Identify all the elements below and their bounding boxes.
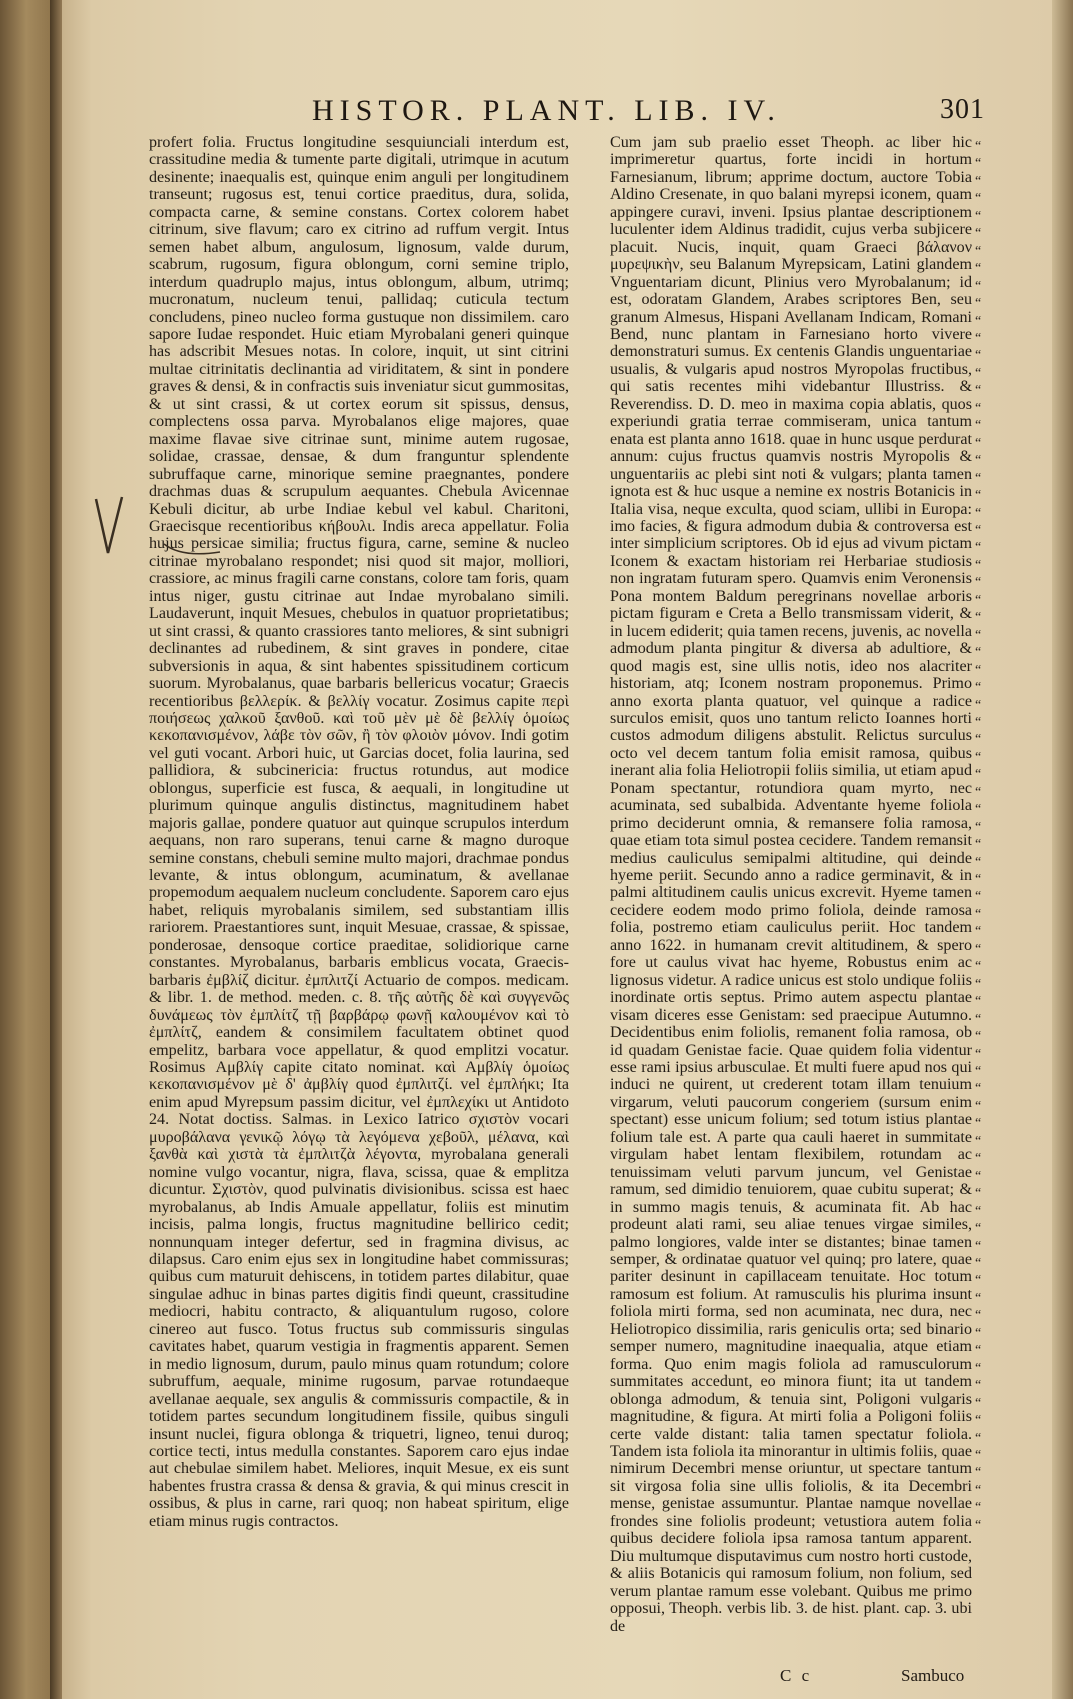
handwritten-stroke-icon [162,540,222,560]
page [62,0,1052,1699]
right-column-text: Cum jam sub praelio esset Theoph. ac liber hic imprimeretur quartus, forte incidi in hortum Farnesianum, librum; apprime doctum, auctore Tobia Aldino Cresenate, in quo balani myrepsi iconem, quam appingere curavi, inveni. Ipsius plantae descriptionem luculenter idem Aldinus tradidit, cujus verba subjicere placuit. Nucis, inquit, quam Graeci βάλανον μυρεψικὴν, seu Balanum Myrepsicam, Latini glandem Vnguentariam dicunt, Plinius vero Myrobalanum; id est, odoratam Glandem, Arabes scriptores Ben, seu granum Almesus, Hispani Avellanam Indicam, Romani Bend, nunc plantam in Farnesiano horto vivere demonstraturi sumus. Ex centenis Glandis unguentariae usualis, & vulgaris apud nostros Myropolas fructibus, qui satis recentes mihi videbantur Illustriss. & Reverendiss. D. D. meo in maxima copia ablatis, quos experiundi gratia terrae commiseram, unica tantum enata est planta anno 1618. quae in hunc usque perdurat annum: cujus fructus quamvis nostris Myropolis & unguentariis ac plebi sint noti & vulgars; planta tamen ignota est & huc usque a nemine ex nostris Botanicis in Italia visa, neque exculta, quod sciam, ullibi in Europa: imo facies, & figura admodum dubia & controversa est inter simplicium scriptores. Ob id ejus ad vivum pictam Iconem & exactam historiam rei Herbariae studiosis non ingratam futuram spero. Quamvis enim Veronensis Pona montem Baldum peregrinans novellae arboris pictam figuram e Creta a Bello transmissam viderit, & in lucem ediderit; quia tamen recens, juvenis, ac novella admodum planta pingitur & diversa ab adultiore, & quod magis est, sine ullis notis, ideo nos alacriter historiam, atq; Iconem nostram proponemus. Primo anno exorta planta quatuor, vel quinque a radice surculos emisit, quos uno tantum relicto Ioannes horti custos admodum diligens abstulit. Relictus surculus octo vel decem tantum folia emisit ramosa, quibus inerant alia folia Heliotropii foliis similia, ut etiam apud Ponam spectantur, rotundiora quam myrto, nec acuminata, sed subalbida. Adventante hyeme foliola primo deciderunt omnia, & remansere folia ramosa, quae etiam tota simul postea cecidere. Tandem remansit medius cauliculus semipalmi altitudine, qui deinde hyeme periit. Secundo anno a radice germinavit, & in palmi altitudinem caulis unicus excrevit. Hyeme tamen cecidere eodem modo primo foliola, deinde ramosa folia, postremo etiam cauliculus periit. Hoc tandem anno 1622. in humanam crevit altitudinem, & spero fore ut caulus vivat hac hyeme, Robustus enim ac lignosus videtur. A radice unicus est stolo undique foliis inordinate ortis septus. Primo autem aspectu plantae visam diceres esse Genistam: sed praecipue Autumno. Decidentibus enim foliolis, remanent folia ramosa, ob id quadam Genistae facie. Quae quidem folia videntur esse rami ipsius arbusculae. Et multi fuere apud nos qui induci ne quirent, ut crederent totam illam tenuium virgarum, veluti paucorum congeriem (sursum enim spectant) esse unicum folium; sed totum istius plantae folium tale est. A parte qua cauli haeret in summitate virgulam habet lentam flexibilem, rotundam ac tenuissimam veluti parvum juncum, vel Genistae ramum, sed dimidio tenuiorem, quae cubitu superat; & in summo magis tenuis, & acuminata fit. Ab hac prodeunt alati rami, seu aliae tenues virgae similes, palmo longiores, valde inter se distantes; binae tamen semper, & ordinatae quatuor vel quinq; pro latere, quae pariter desinunt in capillaceam tenuitate. Hoc totum ramosum est folium. At ramusculis his plurima insunt foliola mirti forma, sed non acuminata, nec dura, nec Heliotropico dissimilia, raris geniculis orta; sed binario semper numero, magnitudine inaequalia, atque etiam forma. Quo enim magis foliola ad ramusculorum summitates accedunt, eo minora fiunt; ita ut tandem oblonga admodum, & tenuia sint, Poligoni vulgaris magnitudine, & figura. At mirti folia a Poligoni foliis certe valde distant: talia tamen spectatur foliola. Tandem ista foliola ita minorantur in ultimis foliis, quae nimirum Decembri mense oriuntur, ut spectare tantum sit virgosa folia sine ullis foliolis, & ita Decembri mense, genistae assumuntur. Plantae namque novellae frondes sine foliolis prodeunt; vetustiora autem folia quibus decidere foliola ipsa ramosa tantum apparent. Diu multumque disputavimus cum nostro horti custode, & aliis Botanicis qui ramosum folium, non folium, sed verum plantae ramum esse volebant. Quibus me primo opposui, Theoph. verbis lib. 3. de hist. plant. cap. 3. ubi de [610,134,972,1635]
page-number: 301 [940,94,985,125]
quotation-marks-margin: “ “ “ “ “ “ “ “ “ “ “ “ “ “ “ “ “ “ “ “ “ “ “ “ “ “ “ “ “ “ “ “ “ “ “ “ “ “ “ “ “ “ “ “ “ “ “ “ “ “ “ “ “ “ “ “ “ “ “ “ “ “ “ “ “ “ “ “ “ “ “ “ “ “ “ “ “ “ “ “ [975,139,982,1533]
handwritten-v-mark-icon [92,493,126,563]
left-column [149,134,569,1664]
catchword: Sambuco [901,1666,965,1685]
running-title: HISTOR. PLANT. LIB. IV. [312,94,781,127]
running-header [62,94,1052,134]
right-column [610,134,972,1664]
signature-mark: C c [780,1666,813,1685]
left-column-text: profert folia. Fructus longitudine sesquiunciali interdum est, crassitudine media & tumente parte digitali, utrimque in acutum desinente; inaequalis est, quinque enim anguli per longitudinem transeunt; rugosus est, tenui cortice praeditus, dura, solida, compacta carne, & semine constans. Cortex colorem habet citrinum, sive flavum; caro ex citrino ad ruffum vergit. Intus semen habet album, angulosum, lignosum, valde durum, scabrum, rugosum, figura oblongum, corni semine triplo, interdum quadruplo majus, intus oblongum, album, utrimq; mucronatum, nucleum tenui, pallidaq; cuticula tectum concludens, pineo nucleo forma gustuque non dissimilem. caro sapore Iudae respondet. Huic etiam Myrobalani generi quinque has adscribit Mesues notas. In colore, inquit, ut sint citrini multae citrinitatis declinantia ad viriditatem, & sint in pondere graves & densi, & in confractis suis inveniatur sicut gummositas, & ut sint crassi, & ut cortex eorum sit spissus, densus, complectens ossa parva. Myrobalanos elige majores, quae maxime flavae sive citrinae sunt, minime autem rugosae, solidae, crassae, densae, & dum franguntur splendente subruffaque carne, minorique semine praegnantes, pondere drachmas duas & scrupulum aequantes. Chebula Avicennae Kebuli dicitur, ab urbe Indiae kebul vel kabul. Charitoni, Graecisque recentioribus κήβουλι. Indis areca appellatur. Folia hujus persicae similia; fructus figura, carne, semine & nucleo citrinae myrobalano respondet; nisi quod sit major, molliori, crassiore, ac minus fragili carne constans, colore tam foris, quam intus niger, gustu citrinae aut Indae myrobalano simili. Laudaverunt, inquit Mesues, chebulos in quatuor proprietatibus; ut sint crassi, & quanto crassiores tanto meliores, & sint subnigri declinantes ad rubedinem, & sint graves in pondere, citae subversionis in aqua, & sint habentes spissitudinem corticum suorum. Myrobalanus, quae barbaris bellericus vocatur; Graecis recentioribus βελλερίκ. & βελλίγ vocatur. Zosimus capite περὶ ποιήσεως χαλκοῦ ξανθοῦ. καὶ τοῦ μὲν μὲ δὲ βελλίγ ὁμοίως κεκοπανισμένον, λάβε τὸν σῶν, ἢ τὸν φλοιὸν μόνον. Indi gotim vel guti vocant. Arbori huic, ut Garcias docet, folia laurina, sed pallidiora, & subcinericia: fructus rotundus, aut modice oblongus, superficie est fusca, & aequali, in longitudine ut plurimum quinque angulis distinctus, magnitudinem habet majoris gallae, pondere quatuor aut quinque scrupulos interdum aequans, non raro superans, tenui carne & magno duroque semine constans, chebuli semine multo majori, drachmae pondus levante, & intus oblongum, acuminatum, & avellanae propemodum aequalem nucleum concludente. Saporem caro ejus habet, reliquis myrobalanis similem, sed substantiam illis rariorem. Praestantiores sunt, inquit Mesuae, crassae, & spissae, ponderosae, densoque cortice praeditae, solidiorique carne constantes. Myrobalanus, barbaris emblicus vocata, Graecis-barbaris ἐμβλίζ dicitur. ἐμπλιτζί Actuario de compos. medicam. & libr. 1. de method. meden. c. 8. τῆς αὐτῆς δὲ καὶ συγγενῶς δυνάμεως τὸν ἐμπλίτζ τῇ βαρβάρῳ φωνῇ καλουμένον καὶ τὸ ἐμπλίτζ, eandem & consimilem facultatem obtinet quod empelitz, barbara voce appellatur, & quod emplitzi vocatur. Rosimus Αμβλίγ capite citato nominat. καὶ Αμβλίγ ὁμοίως κεκοπανισμένον μὲ δ' ἀμβλίγ quod ἐμπλιτζί. vel ἐμπλήκι; Ita enim apud Myrepsum passim dicitur, vel ἐμπλεχίκι ut Antidoto 24. Notat doctiss. Salmas. in Lexico Iatrico σχιστὸν vocari μυροβάλανα γενικῷ λόγῳ τὰ λεγόμενα χεβοῦλ, μέλανα, καὶ ξανθὰ καὶ χιστὰ τὰ ἐμπλιτζὰ λέγοντα, myrobalana generali nomine vulgo vocantur, nigra, flava, scissa, quae & emplitza dicuntur. Σχιστὸν, quod pulvinatis divisionibus. scissa est haec myrobalanus, ab Indis Amuale appellatur, foliis est minutim incisis, palma longis, fructus magnitudine bellirico cedit; nonnunquam integer defertur, sed in fragmina divisus, ac dilapsus. Caro enim ejus sex in longitudine habet commissuras; quibus cum maturuit dehiscens, in totidem partes dilabitur, quae singulae adhuc in binas partes digitis findi queunt, crassitudine mediocri, habitu contracto, & aliquantulum rugoso, colore cinereo aut fusco. Totus fructus sub commissuris singulas cavitates habet, quarum vestigia in fragmentis apparent. Semen in medio lignosum, durum, paulo minus quam rotundum; colore subruffum, aequale, minime rugosum, parvae rotundaeque avellanae aequale, sex angulis & commissuris compactile, & in totidem partes secundum longitudinem fissile, quibus singuli insunt nuclei, figura oblonga & triquetri, ligneo, tenui duroq; cortice tecti, intus medulla constantes. Saporem caro ejus indae aut chebulae similem habet. Meliores, inquit Mesue, ex eis sunt habentes frustra crassa & densa & gravia, & qui minus crescit in ossibus, & plus in carne, rari quoq; non habeat spiritum, elige etiam minus rugis contractos. [149,134,569,1530]
right-page-edge [1052,0,1073,1699]
